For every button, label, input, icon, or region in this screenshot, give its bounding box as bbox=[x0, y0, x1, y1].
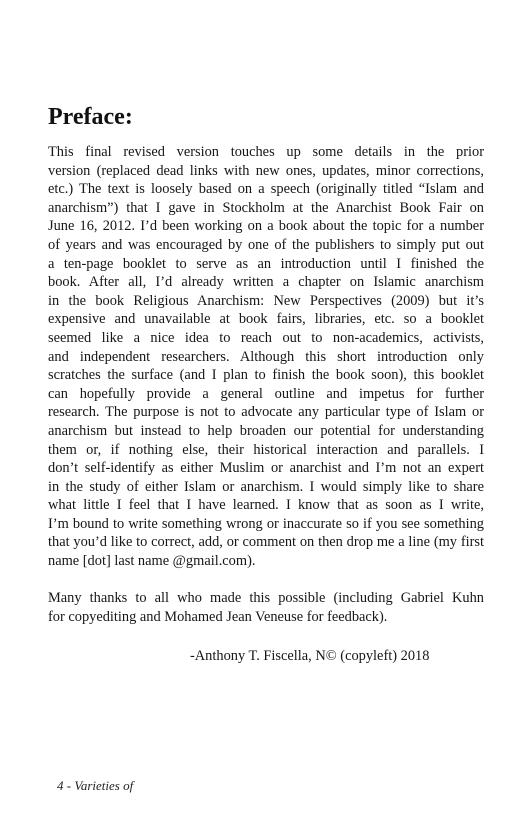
paragraph-line: This final revised version touches up some details in the prior bbox=[48, 144, 484, 160]
paragraph-line: can hopefully provide a general outline and impetus for further bbox=[48, 385, 484, 402]
paragraph-line: research. The purpose is not to advocate any particular type of Islam or bbox=[48, 404, 484, 421]
paragraph-line: and independent researchers. Although this short introduction only bbox=[48, 348, 484, 365]
paragraph-line: scratches the surface (and I plan to finish the book soon), this booklet bbox=[48, 367, 484, 384]
paragraph-line: etc.) The text is loosely based on a speech (originally titled “Islam and bbox=[48, 181, 484, 198]
paragraph-line: I’m bound to write something wrong or inaccurate so if you see something bbox=[48, 515, 484, 532]
page-footer: 4 - Varieties of bbox=[57, 778, 134, 793]
paragraph-line: a ten-page booklet to serve as an introduction until I finished the bbox=[48, 255, 484, 272]
paragraph-gap bbox=[48, 571, 484, 590]
paragraph-line: in the book Religious Anarchism: New Perspectives (2009) but it’s bbox=[48, 292, 484, 309]
paragraph-line: name [dot] last name @gmail.com). bbox=[48, 553, 256, 570]
paragraph-line: seemed like a nice idea to reach out to non-academics, activists, bbox=[48, 329, 484, 346]
paragraph-line: that you’d like to correct, add, or comment on then drop me a line (my first bbox=[48, 534, 484, 551]
author-signature: -Anthony T. Fiscella, N© (copyleft) 2018 bbox=[190, 648, 430, 664]
paragraph-line: for copyediting and Mohamed Jean Veneuse for feedback). bbox=[48, 608, 388, 625]
paragraph-line: Many thanks to all who made this possible (including Gabriel Kuhn bbox=[48, 590, 484, 607]
paragraph-line: in the study of either Islam or anarchism. I would simply like to share bbox=[48, 478, 484, 495]
paragraph-line: don’t self-identify as either Muslim or anarchist and I’m not an expert bbox=[48, 460, 484, 477]
paragraph-line: anarchism but instead to help broaden our potential for understanding bbox=[48, 422, 484, 439]
paragraph-line: book. After all, I’d already written a chapter on Islamic anarchism bbox=[48, 274, 484, 291]
paragraph-line: anarchism”) that I gave in Stockholm at the Anarchist Book Fair on bbox=[48, 199, 484, 216]
preface-heading: Preface: bbox=[48, 104, 133, 130]
paragraph-line: what little I feel that I have learned. I know that as soon as I write, bbox=[48, 497, 484, 514]
paragraph-line: expensive and unavailable at book fairs, libraries, etc. so a booklet bbox=[48, 311, 484, 328]
paragraph-line: of years and was encouraged by one of the publishers to simply put out bbox=[48, 236, 484, 253]
paragraph-line: them or, if nothing else, their historical interaction and parallels. I bbox=[48, 441, 484, 458]
paragraph-line: June 16, 2012. I’d been working on a book about the topic for a number bbox=[48, 218, 484, 235]
preface-body bbox=[48, 143, 484, 626]
paragraph-line: version (replaced dead links with new ones, updates, minor corrections, bbox=[48, 162, 484, 179]
